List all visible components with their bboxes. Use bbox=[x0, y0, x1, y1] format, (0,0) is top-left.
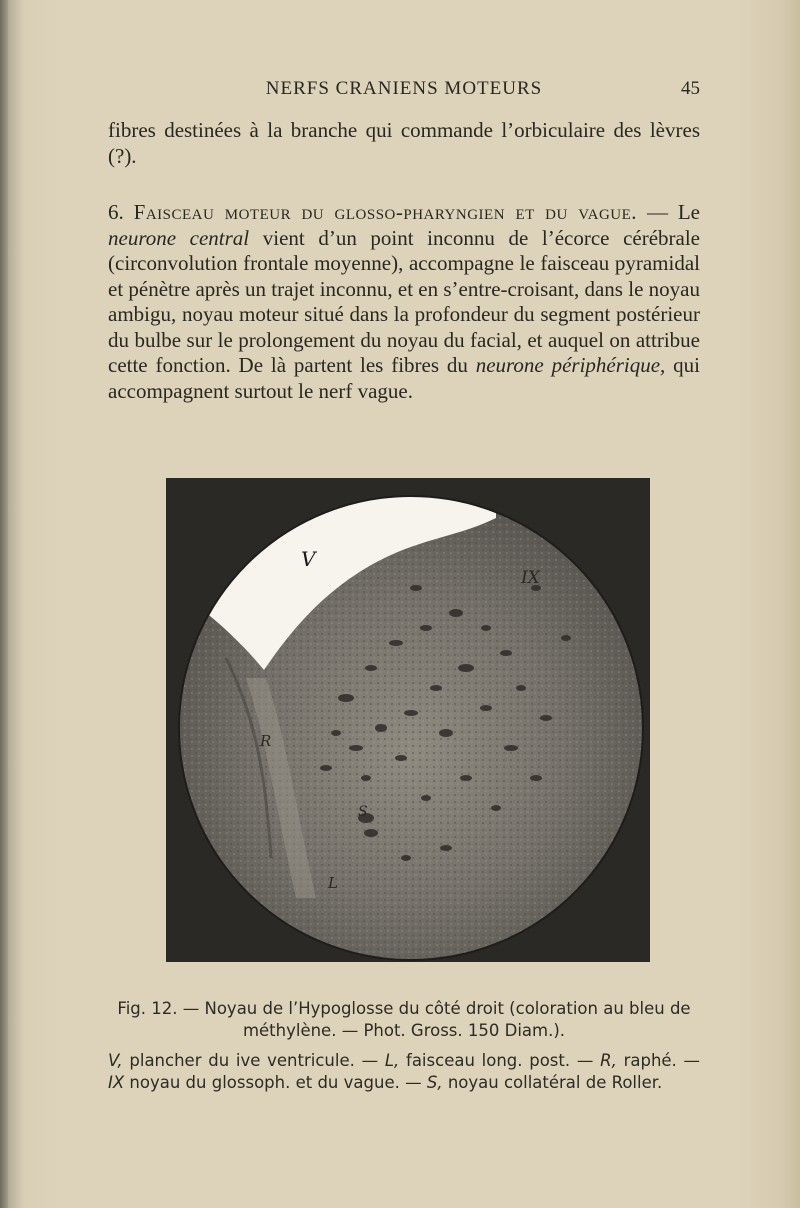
legend-key-ix: IX bbox=[108, 1073, 125, 1092]
legend-text-r: raphé. — bbox=[623, 1051, 701, 1070]
figure-legend bbox=[108, 1050, 700, 1094]
figure-caption: Fig. 12. — Noyau de l’Hypoglosse du côté droit (coloration au bleu de méthylène. — Phot. Gross. 150 Diam.). bbox=[117, 999, 691, 1040]
section-text-1: vient d’un point inconnu de l’écorce cérébrale (circonvolution frontale moyenne), accompagne le faisceau pyramidal et pénètre après un trajet inconnu, et en s’entre-croisant, dans le noyau ambigu, noyau moteur situé dans la profondeur du segment postérieur du bulbe sur le prolongement du noyau du facial, et auquel on attribue cette fonction. De là partent les fibres du bbox=[108, 225, 700, 377]
label-ix: IX bbox=[521, 568, 540, 588]
page-header bbox=[108, 78, 700, 104]
section-heading: Faisceau moteur du glosso-pharyngien et du vague. bbox=[133, 200, 638, 224]
legend-key-r: R, bbox=[600, 1051, 617, 1070]
label-v: V bbox=[301, 547, 316, 571]
term-neurone-peripherique: neurone périphérique, bbox=[475, 353, 666, 377]
label-l: L bbox=[328, 874, 338, 892]
legend-text-l: faisceau long. post. — bbox=[406, 1051, 594, 1070]
section-number: 6. bbox=[108, 200, 124, 224]
micrograph-image bbox=[166, 478, 650, 962]
section-text-2: qui accompagnent surtout le nerf vague. bbox=[108, 353, 700, 403]
legend-key-v: V, bbox=[108, 1051, 123, 1070]
micrograph-figure bbox=[166, 478, 650, 962]
running-title: NERFS CRANIENS MOTEURS bbox=[265, 78, 543, 99]
label-s: S bbox=[358, 804, 368, 820]
label-r: R bbox=[260, 732, 272, 750]
legend-key-l: L, bbox=[384, 1051, 400, 1070]
section-dash: — Le bbox=[646, 200, 701, 224]
legend-text-v: plancher du ive ventricule. — bbox=[129, 1051, 379, 1070]
legend-key-s: S, bbox=[426, 1073, 443, 1092]
book-spine-shadow bbox=[0, 0, 8, 1208]
legend-text-ix: noyau du glossoph. et du vague. — bbox=[129, 1073, 422, 1092]
legend-text-s: noyau collatéral de Roller. bbox=[447, 1073, 663, 1092]
paragraph-section-6 bbox=[108, 200, 700, 404]
term-neurone-central: neurone central bbox=[108, 225, 250, 250]
paragraph-continuation: fibres destinées à la branche qui commande l’orbiculaire des lèvres (?). bbox=[108, 118, 700, 168]
page-number: 45 bbox=[681, 78, 700, 99]
